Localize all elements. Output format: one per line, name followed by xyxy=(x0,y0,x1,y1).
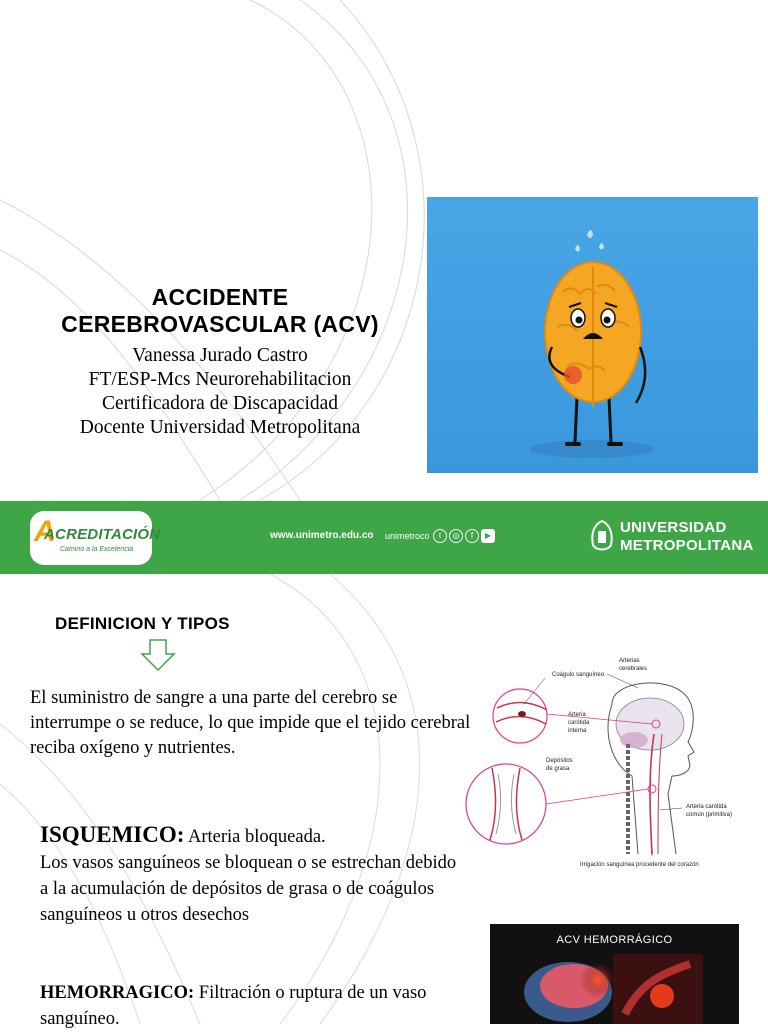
university-name: UNIVERSIDAD METROPOLITANA xyxy=(620,519,754,554)
hemorrhagic-illustration xyxy=(490,924,739,1024)
author-name: Vanessa Jurado Castro xyxy=(132,345,308,366)
twitter-icon[interactable]: t xyxy=(433,529,447,543)
label-carotida-interna-2: carótida xyxy=(568,720,590,726)
label-carotida-comun-1: Arteria carótida xyxy=(686,804,727,810)
ischemic-section xyxy=(40,822,460,928)
author-affiliation: Docente Universidad Metropolitana xyxy=(79,417,361,438)
hemorrhagic-image-title: ACV HEMORRÁGICO xyxy=(556,934,673,946)
sad-brain-illustration xyxy=(427,197,758,473)
author-degree: FT/ESP-Mcs Neurorehabilitacion xyxy=(88,369,352,390)
slide-title xyxy=(20,284,420,338)
author-block xyxy=(20,344,420,440)
title-line-2: CEREBROVASCULAR (ACV) xyxy=(61,311,379,337)
hemorrhagic-stroke-image xyxy=(490,924,739,1024)
university-emblem-icon xyxy=(589,519,615,555)
label-arterias: Arterias xyxy=(619,658,640,664)
label-cerebrales: cerebrales xyxy=(619,666,648,672)
ischemic-description: Los vasos sanguíneos se bloquean o se estrechan debido a la acumulación de depósitos de grasa o de coágulos sanguíneos u otros desechos xyxy=(40,853,457,925)
ischemic-short: Arteria bloqueada. xyxy=(184,827,326,847)
definition-slide xyxy=(0,574,768,1029)
slide-heading: DEFINICION Y TIPOS xyxy=(55,614,230,633)
label-coagulo: Coágulo sanguíneo xyxy=(552,672,605,678)
website-link[interactable]: www.unimetro.edu.co xyxy=(270,530,374,541)
hemorrhagic-title: HEMORRAGICO: xyxy=(40,983,195,1003)
title-line-1: ACCIDENTE xyxy=(151,284,289,310)
label-carotida-comun-2: común (primitiva) xyxy=(686,812,733,818)
facebook-icon[interactable]: f xyxy=(465,529,479,543)
ischemic-title: ISQUEMICO: xyxy=(40,822,185,847)
youtube-icon[interactable]: ▶ xyxy=(481,529,495,543)
social-icons xyxy=(433,529,495,543)
social-handle: unimetroco xyxy=(385,531,430,541)
label-depositos-1: Depósitos xyxy=(546,758,573,764)
footer-banner xyxy=(0,500,768,575)
label-carotida-interna-1: Arteria xyxy=(568,712,586,718)
down-arrow-icon xyxy=(140,638,176,672)
author-role: Certificadora de Discapacidad xyxy=(101,393,339,414)
accreditation-tagline: Camino a la Excelencia xyxy=(60,546,134,553)
accreditation-logo: A ACREDITACIÓN Camino a la Excelencia xyxy=(30,511,152,565)
accreditation-word: ACREDITACIÓN xyxy=(44,526,161,543)
instagram-icon[interactable]: ◎ xyxy=(449,529,463,543)
label-carotida-interna-3: interna xyxy=(568,728,587,734)
definition-text: El suministro de sangre a una parte del cerebro se interrumpe o se reduce, lo que impide que el tejido cerebral reciba oxígeno y nutrientes. xyxy=(30,688,471,758)
carotid-anatomy-diagram xyxy=(462,658,742,874)
hemorrhagic-section xyxy=(40,980,460,1032)
hemorrhagic-short: Filtración o ruptura de un vaso sanguíneo. xyxy=(40,983,427,1029)
label-irrigacion: Irrigación sanguínea procedente del corazón xyxy=(580,862,699,868)
title-slide xyxy=(0,0,768,500)
label-depositos-2: de grasa xyxy=(546,766,570,772)
